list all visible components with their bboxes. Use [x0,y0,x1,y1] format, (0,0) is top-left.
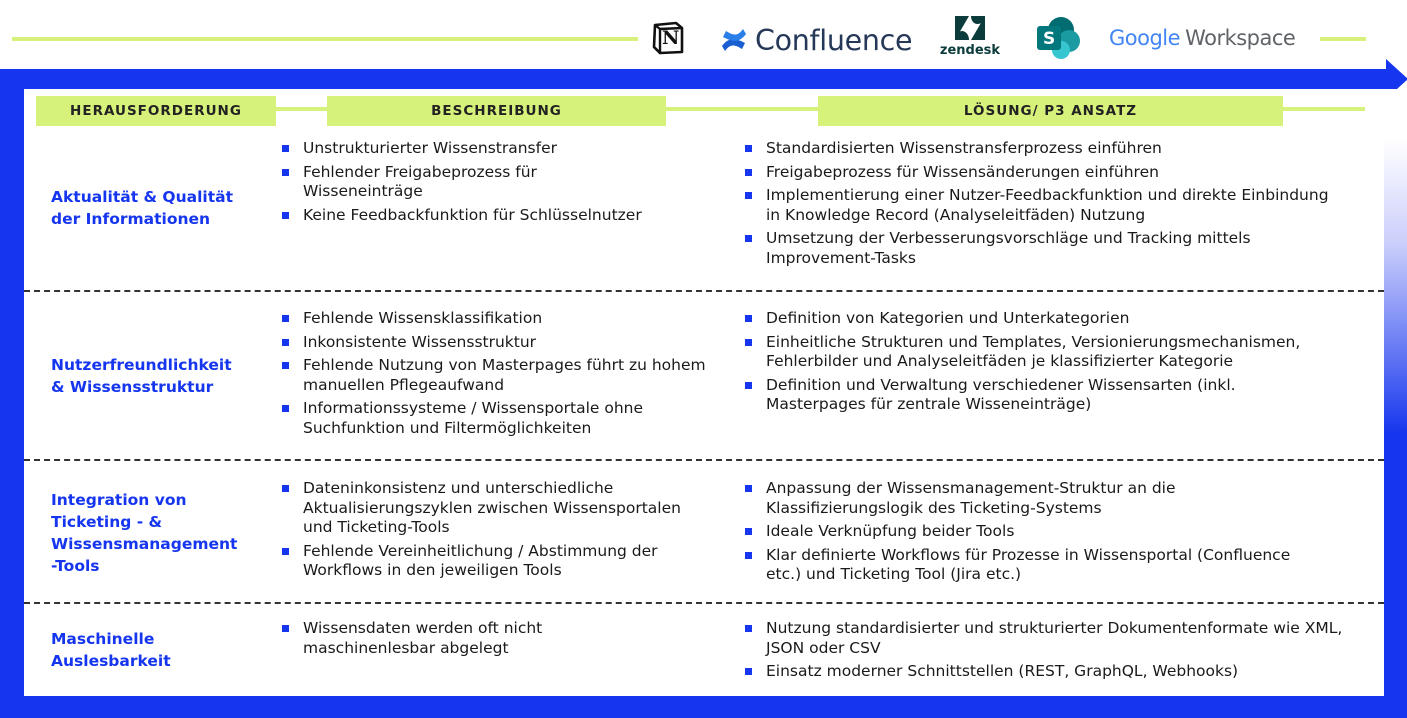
google-workspace-logo [1109,23,1295,53]
header-solution: LÖSUNG/ P3 ANSATZ [818,96,1283,126]
challenge-line: Auslesbarkeit [51,652,171,670]
description-list [279,139,719,229]
zendesk-logo [937,14,1003,62]
challenge-line: Integration von [51,491,187,509]
challenge-line: & Wissensstruktur [51,378,214,396]
description-item: Dateninkonsistenz und unterschiedliche Aktualisierungszyklen zwischen Wissensportalen und Ticketing-Tools [279,479,703,538]
description-item: Keine Feedbackfunktion für Schlüsselnutzer [279,206,719,226]
notion-letter: N [662,27,680,49]
top-accent-line-right [1320,37,1366,41]
solution-list [742,619,1367,686]
header-challenge: HERAUSFORDERUNG [36,96,276,126]
solution-item: Umsetzung der Verbesserungsvorschläge und Tracking mittels Improvement-Tasks [742,229,1351,268]
zendesk-icon [953,14,987,42]
description-item: Inkonsistente Wissensstruktur [279,333,719,353]
notion-logo [650,20,686,56]
challenge-line: Wissensmanagement [51,535,238,553]
challenge-line: Ticketing - & [51,513,163,531]
google-wordmark-text: Google [1109,26,1181,50]
description-item: Wissensdaten werden oft nicht maschinenlesbar abgelegt [279,619,613,658]
solution-item: Standardisierten Wissenstransferprozess einführen [742,139,1342,159]
challenge-line: Maschinelle [51,630,155,648]
solution-list [742,139,1342,272]
solution-item: Definition von Kategorien und Unterkategorien [742,309,1362,329]
description-item: Informationssysteme / Wissensportale ohne Suchfunktion und Filtermöglichkeiten [279,399,723,438]
frame-right-bar [1384,89,1407,718]
description-list [279,309,719,442]
solution-list [742,479,1362,589]
challenge-line: Nutzerfreundlichkeit [51,356,232,374]
description-list [279,479,719,585]
solution-item: Nutzung standardisierter und strukturierter Dokumentenformate wie XML, JSON oder CSV [742,619,1381,658]
top-accent-line-left [12,37,638,41]
row-divider [24,290,1384,292]
solution-item: Definition und Verwaltung verschiedener Wissensarten (inkl. Masterpages für zentrale Wisseneinträge) [742,376,1336,415]
challenge-label [51,354,232,398]
solution-list [742,309,1362,419]
description-item: Fehlende Wissensklassifikation [279,309,719,329]
confluence-logo [720,21,912,59]
challenge-line: der Informationen [51,210,211,228]
description-item: Unstrukturierter Wissenstransfer [279,139,719,159]
challenge-label [51,186,233,230]
solution-item: Ideale Verknüpfung beider Tools [742,522,1362,542]
solution-item: Einheitliche Strukturen und Templates, Versionierungsmechanismen, Fehlerbilder und Analyseleitfäden je klassifizierter Kategorie [742,333,1376,372]
frame-bottom-bar [0,696,1407,718]
solution-item: Einsatz moderner Schnittstellen (REST, GraphQL, Webhooks) [742,662,1367,682]
challenge-line: Aktualität & Qualität [51,188,233,206]
frame-top-bar [0,69,1390,89]
description-item: Fehlender Freigabeprozess für Wisseneinträge [279,163,603,202]
row-divider [24,459,1384,461]
description-item: Fehlende Nutzung von Masterpages führt zu hohem manuellen Pflegeaufwand [279,356,738,395]
solution-item: Freigabeprozess für Wissensänderungen einführen [742,163,1342,183]
row-divider [24,602,1384,604]
description-list [279,619,719,662]
challenge-label [51,628,171,672]
description-item: Fehlende Vereinheitlichung / Abstimmung der Workflows in den jeweiligen Tools [279,542,728,581]
frame-left-bar [0,69,24,718]
confluence-icon [720,26,748,54]
sharepoint-letter: S [1043,29,1056,49]
challenge-label [51,489,237,577]
solution-item: Anpassung der Wissensmanagement-Struktur an die Klassifizierungslogik des Ticketing-Systems [742,479,1276,518]
challenge-line: -Tools [51,557,100,575]
header-description: BESCHREIBUNG [327,96,666,126]
solution-item: Klar definierte Workflows für Prozesse in Wissensportal (Confluence etc.) und Ticketing Tool (Jira etc.) [742,546,1306,585]
google-wordmark [1109,26,1180,50]
workspace-wordmark: Workspace [1185,26,1296,50]
solution-item: Implementierung einer Nutzer-Feedbackfunktion und direkte Einbindung in Knowledge Record (Analyseleitfäden) Nutzung [742,186,1336,225]
zendesk-wordmark: zendesk [939,43,1001,58]
sharepoint-icon [1035,16,1081,60]
confluence-wordmark: Confluence [755,23,913,57]
sharepoint-logo [1035,16,1081,60]
